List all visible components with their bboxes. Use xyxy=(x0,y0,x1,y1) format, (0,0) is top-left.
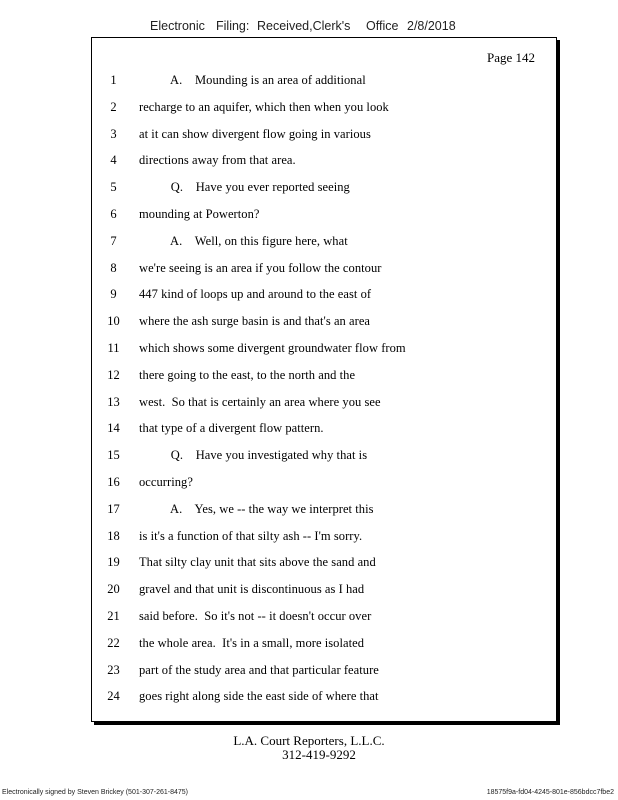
line-text: Q. Have you investigated why that is xyxy=(139,448,368,463)
transcript-line xyxy=(91,261,555,281)
line-text: we're seeing is an area if you follow the contour xyxy=(139,260,382,275)
line-text: Q. Have you ever reported seeing xyxy=(139,180,350,195)
header-date: 2/8/2018 xyxy=(407,19,456,33)
line-number: 1 xyxy=(110,73,117,87)
line-number: 16 xyxy=(107,475,120,489)
line-number: 6 xyxy=(110,207,117,221)
line-number: 19 xyxy=(107,555,120,570)
transcript-line xyxy=(91,582,555,602)
header-word-filing: Filing: xyxy=(216,19,250,33)
transcript-line xyxy=(91,689,555,709)
line-number: 5 xyxy=(110,180,117,195)
line-text: recharge to an aquifer, which then when you look xyxy=(139,99,389,114)
transcript-line xyxy=(91,395,555,415)
line-text: That silty clay unit that sits above the sand and xyxy=(139,555,376,570)
line-text: goes right along side the east side of where that xyxy=(139,689,379,704)
line-number: 11 xyxy=(107,341,120,355)
line-text: which shows some divergent groundwater flow from xyxy=(139,341,406,355)
line-text: there going to the east, to the north and the xyxy=(139,367,356,382)
line-number: 13 xyxy=(107,394,120,409)
line-number: 3 xyxy=(110,126,117,141)
transcript-line xyxy=(91,180,555,200)
line-number: 18 xyxy=(107,528,120,543)
line-text: A. Mounding is an area of additional xyxy=(139,73,366,87)
line-text: A. Yes, we -- the way we interpret this xyxy=(139,501,374,516)
transcript-line xyxy=(91,127,555,147)
transcript-line xyxy=(91,421,555,441)
transcript-line xyxy=(91,73,555,93)
line-text: directions away from that area. xyxy=(139,153,296,168)
transcript-line xyxy=(91,368,555,388)
line-number: 17 xyxy=(107,501,120,516)
transcript-line xyxy=(91,555,555,575)
transcript-line xyxy=(91,448,555,468)
transcript-line xyxy=(91,609,555,629)
header-word-office: Office xyxy=(366,19,399,33)
line-number: 9 xyxy=(110,287,117,302)
transcript-line xyxy=(91,314,555,334)
transcript-line xyxy=(91,287,555,307)
line-number: 4 xyxy=(110,153,117,168)
footer-company: L.A. Court Reporters, L.L.C. xyxy=(233,733,385,748)
page-number: Page 142 xyxy=(486,50,535,65)
line-text: west. So that is certainly an area where you see xyxy=(139,394,381,409)
line-number: 8 xyxy=(110,260,117,275)
line-number: 14 xyxy=(107,421,120,436)
line-text: 447 kind of loops up and around to the east of xyxy=(139,287,372,302)
line-text: that type of a divergent flow pattern. xyxy=(139,421,324,436)
line-number: 22 xyxy=(107,635,120,650)
header-word-received: Received,Clerk's xyxy=(257,19,351,33)
transcript-line xyxy=(91,636,555,656)
line-text: is it's a function of that silty ash -- I'm sorry. xyxy=(139,528,363,543)
header-word-electronic: Electronic xyxy=(150,19,205,33)
line-text: at it can show divergent flow going in various xyxy=(139,126,371,141)
line-text: said before. So it's not -- it doesn't occur over xyxy=(139,609,372,623)
line-text: A. Well, on this figure here, what xyxy=(139,233,348,248)
line-number: 10 xyxy=(107,314,120,329)
transcript-line xyxy=(91,502,555,522)
transcript-line xyxy=(91,341,555,361)
line-text: the whole area. It's in a small, more isolated xyxy=(139,635,365,650)
footer-phone: 312-419-9292 xyxy=(282,747,356,762)
line-text: occurring? xyxy=(139,475,193,489)
line-number: 2 xyxy=(110,99,117,114)
transcript-line xyxy=(91,663,555,683)
transcript-line xyxy=(91,153,555,173)
transcript-line xyxy=(91,475,555,495)
line-number: 23 xyxy=(107,662,120,677)
transcript-line xyxy=(91,100,555,120)
line-number: 12 xyxy=(107,367,120,382)
transcript-line xyxy=(91,529,555,549)
signature-right: 18575f9a-fd04-4245-801e-856bdcc7fbe2 xyxy=(486,789,614,796)
line-text: part of the study area and that particular feature xyxy=(139,662,379,677)
line-number: 20 xyxy=(107,582,120,597)
signature-left: Electronically signed by Steven Brickey (501-307-261-8475) xyxy=(2,789,188,796)
filing-header xyxy=(0,19,618,37)
line-number: 24 xyxy=(107,689,120,704)
transcript-line xyxy=(91,234,555,254)
line-number: 21 xyxy=(107,609,120,623)
transcript-line xyxy=(91,207,555,227)
line-text: where the ash surge basin is and that's an area xyxy=(139,314,371,329)
line-number: 15 xyxy=(107,448,120,463)
line-text: gravel and that unit is discontinuous as I had xyxy=(139,582,365,597)
line-number: 7 xyxy=(110,233,117,248)
line-text: mounding at Powerton? xyxy=(139,207,260,221)
